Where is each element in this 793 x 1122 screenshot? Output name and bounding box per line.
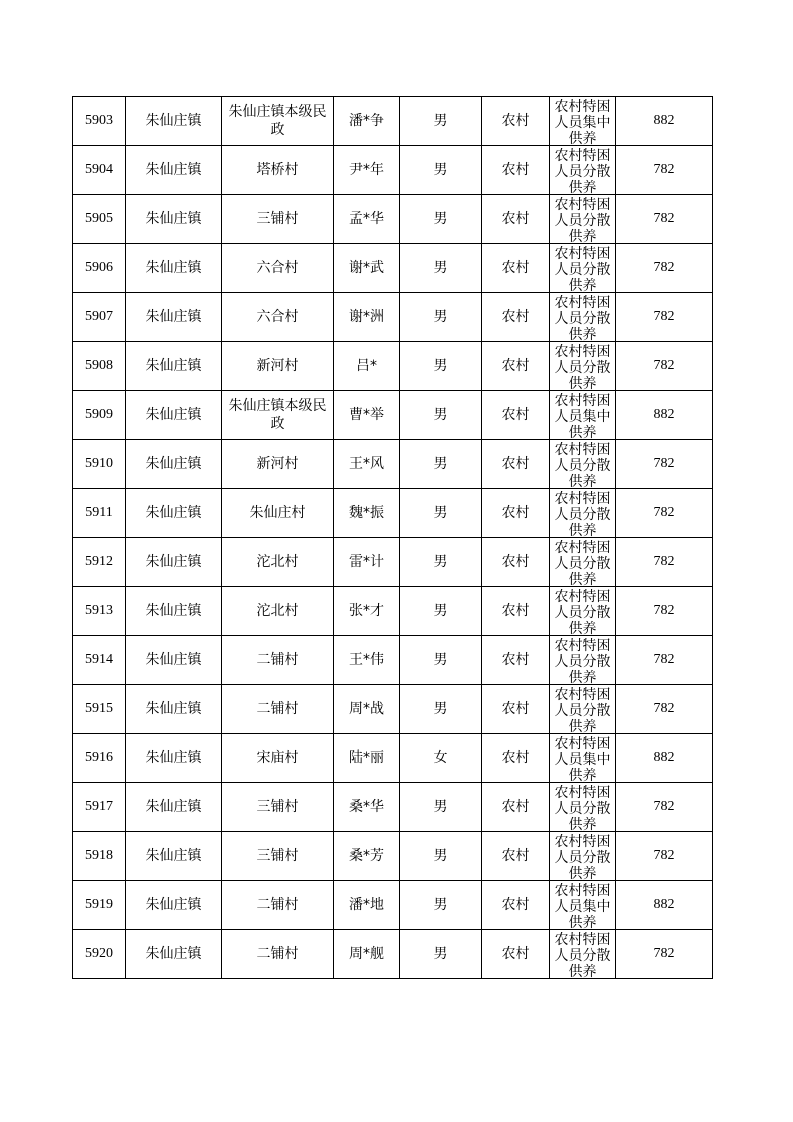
cell-town: 朱仙庄镇 xyxy=(126,783,222,832)
table-row xyxy=(73,391,713,440)
cell-village-unit: 六合村 xyxy=(222,293,334,342)
cell-support-category xyxy=(550,97,616,146)
support-category-text: 农村特困人员分散供养 xyxy=(554,539,611,586)
cell-town: 朱仙庄镇 xyxy=(126,391,222,440)
cell-person-name: 潘*地 xyxy=(334,881,400,930)
support-category-text: 农村特困人员分散供养 xyxy=(554,931,611,978)
cell-area-type: 农村 xyxy=(482,783,550,832)
cell-support-category xyxy=(550,244,616,293)
cell-amount: 782 xyxy=(616,489,713,538)
cell-gender: 男 xyxy=(400,587,482,636)
cell-serial-number: 5918 xyxy=(73,832,126,881)
cell-amount: 782 xyxy=(616,293,713,342)
table-row xyxy=(73,244,713,293)
cell-person-name: 周*战 xyxy=(334,685,400,734)
support-category-text: 农村特困人员分散供养 xyxy=(554,196,611,243)
table-row xyxy=(73,489,713,538)
cell-village-unit: 朱仙庄镇本级民政 xyxy=(222,97,334,146)
cell-gender: 男 xyxy=(400,195,482,244)
cell-village-unit: 塔桥村 xyxy=(222,146,334,195)
cell-gender: 男 xyxy=(400,685,482,734)
cell-person-name: 雷*计 xyxy=(334,538,400,587)
cell-amount: 782 xyxy=(616,685,713,734)
cell-town: 朱仙庄镇 xyxy=(126,342,222,391)
cell-village-unit: 沱北村 xyxy=(222,587,334,636)
cell-town: 朱仙庄镇 xyxy=(126,587,222,636)
cell-village-unit: 新河村 xyxy=(222,440,334,489)
cell-serial-number: 5919 xyxy=(73,881,126,930)
table-row xyxy=(73,930,713,979)
cell-serial-number: 5909 xyxy=(73,391,126,440)
cell-serial-number: 5917 xyxy=(73,783,126,832)
cell-support-category xyxy=(550,832,616,881)
cell-village-unit: 新河村 xyxy=(222,342,334,391)
support-category-text: 农村特困人员分散供养 xyxy=(554,294,611,341)
cell-serial-number: 5920 xyxy=(73,930,126,979)
cell-area-type: 农村 xyxy=(482,587,550,636)
table-row xyxy=(73,685,713,734)
cell-village-unit: 三铺村 xyxy=(222,783,334,832)
table-row xyxy=(73,734,713,783)
cell-support-category xyxy=(550,195,616,244)
support-category-text: 农村特困人员分散供养 xyxy=(554,245,611,292)
cell-gender: 女 xyxy=(400,734,482,783)
cell-village-unit: 三铺村 xyxy=(222,832,334,881)
cell-gender: 男 xyxy=(400,489,482,538)
table-body xyxy=(73,97,713,979)
cell-support-category xyxy=(550,734,616,783)
cell-town: 朱仙庄镇 xyxy=(126,930,222,979)
cell-serial-number: 5908 xyxy=(73,342,126,391)
cell-person-name: 曹*举 xyxy=(334,391,400,440)
cell-support-category xyxy=(550,342,616,391)
cell-area-type: 农村 xyxy=(482,881,550,930)
cell-person-name: 桑*芳 xyxy=(334,832,400,881)
cell-gender: 男 xyxy=(400,538,482,587)
cell-person-name: 吕* xyxy=(334,342,400,391)
table-row xyxy=(73,538,713,587)
cell-village-unit: 宋庙村 xyxy=(222,734,334,783)
cell-amount: 782 xyxy=(616,832,713,881)
cell-town: 朱仙庄镇 xyxy=(126,97,222,146)
cell-town: 朱仙庄镇 xyxy=(126,685,222,734)
cell-gender: 男 xyxy=(400,342,482,391)
table-row xyxy=(73,587,713,636)
cell-town: 朱仙庄镇 xyxy=(126,489,222,538)
cell-gender: 男 xyxy=(400,783,482,832)
cell-person-name: 谢*洲 xyxy=(334,293,400,342)
cell-serial-number: 5915 xyxy=(73,685,126,734)
cell-support-category xyxy=(550,391,616,440)
cell-serial-number: 5913 xyxy=(73,587,126,636)
cell-gender: 男 xyxy=(400,293,482,342)
support-category-text: 农村特困人员分散供养 xyxy=(554,147,611,194)
cell-support-category xyxy=(550,930,616,979)
cell-gender: 男 xyxy=(400,881,482,930)
cell-support-category xyxy=(550,587,616,636)
cell-serial-number: 5914 xyxy=(73,636,126,685)
cell-area-type: 农村 xyxy=(482,930,550,979)
cell-support-category xyxy=(550,440,616,489)
cell-serial-number: 5903 xyxy=(73,97,126,146)
cell-area-type: 农村 xyxy=(482,832,550,881)
table-row xyxy=(73,832,713,881)
cell-person-name: 王*伟 xyxy=(334,636,400,685)
table-row xyxy=(73,146,713,195)
cell-person-name: 陆*丽 xyxy=(334,734,400,783)
cell-serial-number: 5907 xyxy=(73,293,126,342)
support-category-text: 农村特困人员集中供养 xyxy=(554,882,611,929)
cell-area-type: 农村 xyxy=(482,489,550,538)
cell-town: 朱仙庄镇 xyxy=(126,195,222,244)
cell-person-name: 桑*华 xyxy=(334,783,400,832)
table-row xyxy=(73,881,713,930)
cell-amount: 782 xyxy=(616,587,713,636)
cell-area-type: 农村 xyxy=(482,685,550,734)
cell-area-type: 农村 xyxy=(482,636,550,685)
cell-town: 朱仙庄镇 xyxy=(126,832,222,881)
cell-amount: 782 xyxy=(616,636,713,685)
cell-gender: 男 xyxy=(400,146,482,195)
support-category-text: 农村特困人员分散供养 xyxy=(554,833,611,880)
support-category-text: 农村特困人员分散供养 xyxy=(554,784,611,831)
cell-area-type: 农村 xyxy=(482,342,550,391)
cell-person-name: 魏*振 xyxy=(334,489,400,538)
cell-gender: 男 xyxy=(400,391,482,440)
cell-amount: 882 xyxy=(616,97,713,146)
table-row xyxy=(73,342,713,391)
cell-amount: 782 xyxy=(616,930,713,979)
cell-amount: 782 xyxy=(616,783,713,832)
cell-area-type: 农村 xyxy=(482,146,550,195)
cell-town: 朱仙庄镇 xyxy=(126,146,222,195)
table-row xyxy=(73,195,713,244)
cell-town: 朱仙庄镇 xyxy=(126,293,222,342)
cell-village-unit: 三铺村 xyxy=(222,195,334,244)
cell-person-name: 张*才 xyxy=(334,587,400,636)
cell-area-type: 农村 xyxy=(482,734,550,783)
cell-person-name: 周*舰 xyxy=(334,930,400,979)
cell-area-type: 农村 xyxy=(482,391,550,440)
support-category-text: 农村特困人员分散供养 xyxy=(554,490,611,537)
cell-serial-number: 5905 xyxy=(73,195,126,244)
cell-support-category xyxy=(550,489,616,538)
support-category-text: 农村特困人员集中供养 xyxy=(554,735,611,782)
cell-amount: 882 xyxy=(616,734,713,783)
cell-serial-number: 5906 xyxy=(73,244,126,293)
table-row xyxy=(73,636,713,685)
relief-roster-table xyxy=(72,96,713,979)
cell-person-name: 孟*华 xyxy=(334,195,400,244)
cell-serial-number: 5911 xyxy=(73,489,126,538)
support-category-text: 农村特困人员分散供养 xyxy=(554,686,611,733)
cell-village-unit: 朱仙庄村 xyxy=(222,489,334,538)
cell-amount: 882 xyxy=(616,881,713,930)
cell-gender: 男 xyxy=(400,636,482,685)
table-row xyxy=(73,440,713,489)
cell-gender: 男 xyxy=(400,440,482,489)
cell-village-unit: 二铺村 xyxy=(222,685,334,734)
cell-amount: 782 xyxy=(616,244,713,293)
cell-support-category xyxy=(550,146,616,195)
support-category-text: 农村特困人员分散供养 xyxy=(554,441,611,488)
cell-town: 朱仙庄镇 xyxy=(126,440,222,489)
cell-town: 朱仙庄镇 xyxy=(126,538,222,587)
cell-town: 朱仙庄镇 xyxy=(126,244,222,293)
cell-village-unit: 二铺村 xyxy=(222,930,334,979)
cell-area-type: 农村 xyxy=(482,97,550,146)
support-category-text: 农村特困人员分散供养 xyxy=(554,588,611,635)
cell-town: 朱仙庄镇 xyxy=(126,636,222,685)
support-category-text: 农村特困人员集中供养 xyxy=(554,392,611,439)
table-row xyxy=(73,97,713,146)
cell-area-type: 农村 xyxy=(482,244,550,293)
cell-area-type: 农村 xyxy=(482,195,550,244)
cell-gender: 男 xyxy=(400,832,482,881)
cell-village-unit: 二铺村 xyxy=(222,636,334,685)
cell-gender: 男 xyxy=(400,930,482,979)
cell-serial-number: 5904 xyxy=(73,146,126,195)
support-category-text: 农村特困人员分散供养 xyxy=(554,637,611,684)
cell-village-unit: 沱北村 xyxy=(222,538,334,587)
cell-amount: 882 xyxy=(616,391,713,440)
cell-area-type: 农村 xyxy=(482,440,550,489)
table-row xyxy=(73,783,713,832)
cell-town: 朱仙庄镇 xyxy=(126,881,222,930)
cell-support-category xyxy=(550,293,616,342)
cell-person-name: 王*风 xyxy=(334,440,400,489)
support-category-text: 农村特困人员分散供养 xyxy=(554,343,611,390)
cell-serial-number: 5912 xyxy=(73,538,126,587)
cell-support-category xyxy=(550,783,616,832)
cell-person-name: 谢*武 xyxy=(334,244,400,293)
cell-village-unit: 六合村 xyxy=(222,244,334,293)
cell-amount: 782 xyxy=(616,146,713,195)
cell-town: 朱仙庄镇 xyxy=(126,734,222,783)
cell-person-name: 尹*年 xyxy=(334,146,400,195)
cell-amount: 782 xyxy=(616,440,713,489)
cell-support-category xyxy=(550,685,616,734)
cell-serial-number: 5910 xyxy=(73,440,126,489)
cell-village-unit: 二铺村 xyxy=(222,881,334,930)
table-row xyxy=(73,293,713,342)
cell-amount: 782 xyxy=(616,538,713,587)
cell-village-unit: 朱仙庄镇本级民政 xyxy=(222,391,334,440)
cell-support-category xyxy=(550,636,616,685)
cell-area-type: 农村 xyxy=(482,293,550,342)
cell-gender: 男 xyxy=(400,244,482,293)
cell-support-category xyxy=(550,538,616,587)
cell-person-name: 潘*争 xyxy=(334,97,400,146)
cell-support-category xyxy=(550,881,616,930)
support-category-text: 农村特困人员集中供养 xyxy=(554,98,611,145)
cell-area-type: 农村 xyxy=(482,538,550,587)
cell-amount: 782 xyxy=(616,342,713,391)
cell-amount: 782 xyxy=(616,195,713,244)
cell-serial-number: 5916 xyxy=(73,734,126,783)
cell-gender: 男 xyxy=(400,97,482,146)
